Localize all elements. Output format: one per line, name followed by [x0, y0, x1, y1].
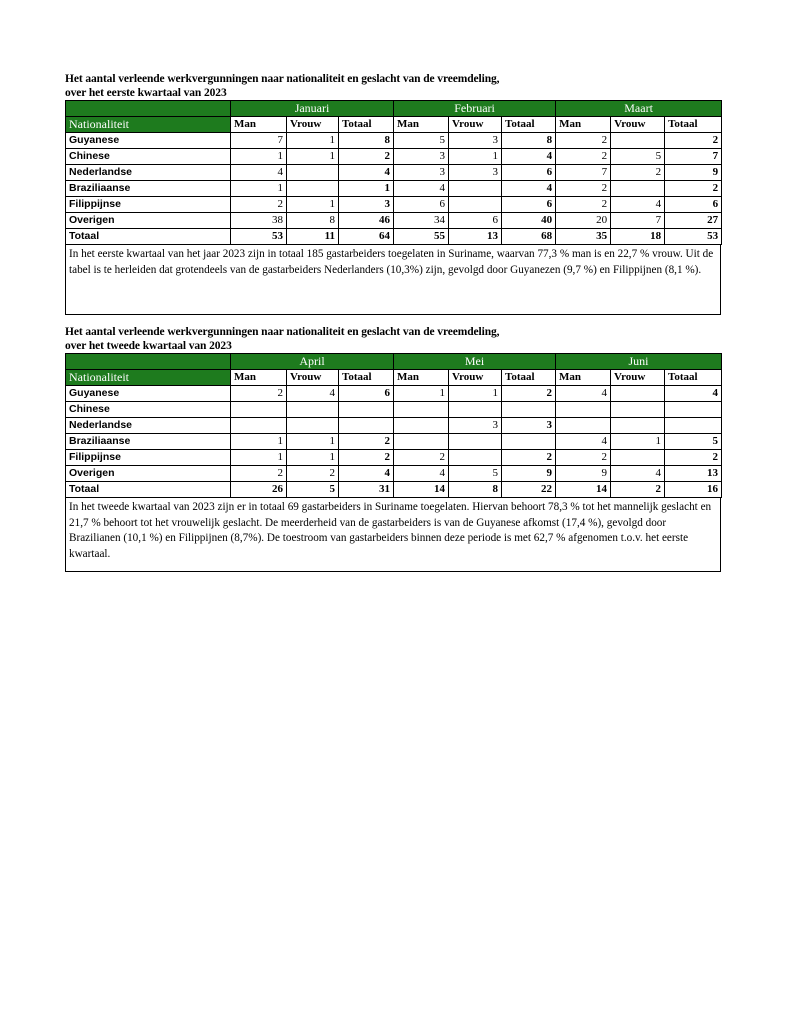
table-cell: 3 [394, 149, 449, 165]
table-row [66, 450, 722, 466]
table-cell: 4 [665, 386, 722, 402]
table-cell: 2 [394, 450, 449, 466]
table-cell: 6 [339, 386, 394, 402]
row-label: Braziliaanse [66, 434, 231, 450]
table-cell: 3 [449, 165, 502, 181]
table-cell [556, 418, 611, 434]
table-cell: 3 [339, 197, 394, 213]
column-header-vrouw: Vrouw [449, 117, 502, 133]
table-cell: 2 [556, 149, 611, 165]
table-cell: 7 [556, 165, 611, 181]
table-cell: 27 [665, 213, 722, 229]
table-row [66, 133, 722, 149]
table-cell: 7 [665, 149, 722, 165]
table-cell: 22 [502, 482, 556, 498]
table-cell: 2 [665, 181, 722, 197]
table-cell: 16 [665, 482, 722, 498]
table-cell [287, 181, 339, 197]
table-cell [287, 418, 339, 434]
table-cell: 4 [556, 386, 611, 402]
table-cell: 5 [449, 466, 502, 482]
table-cell: 8 [449, 482, 502, 498]
row-label: Chinese [66, 402, 231, 418]
table-q1 [65, 100, 722, 245]
month-header: Mei [394, 354, 556, 370]
table-cell: 1 [231, 434, 287, 450]
table-cell: 14 [394, 482, 449, 498]
header-blank [66, 354, 231, 370]
column-header-totaal: Totaal [339, 117, 394, 133]
table-cell: 1 [449, 386, 502, 402]
table-cell: 7 [611, 213, 665, 229]
column-header-totaal: Totaal [665, 117, 722, 133]
table-cell: 6 [394, 197, 449, 213]
column-header-totaal: Totaal [665, 370, 722, 386]
table-row [66, 181, 722, 197]
table-row [66, 386, 722, 402]
table-cell: 2 [231, 466, 287, 482]
table-cell: 4 [394, 466, 449, 482]
table-cell [394, 434, 449, 450]
table-row [66, 197, 722, 213]
table-row [66, 165, 722, 181]
table-cell: 3 [449, 418, 502, 434]
table-cell: 3 [502, 418, 556, 434]
table-cell [611, 133, 665, 149]
table-cell: 1 [287, 133, 339, 149]
month-header: Maart [556, 101, 722, 117]
table-cell: 4 [339, 165, 394, 181]
column-header-man: Man [556, 370, 611, 386]
table-cell [665, 418, 722, 434]
column-header-nationaliteit: Nationaliteit [66, 370, 231, 386]
table-row [66, 213, 722, 229]
table-cell: 3 [394, 165, 449, 181]
table-cell [611, 450, 665, 466]
table-cell: 18 [611, 229, 665, 245]
table-cell: 8 [339, 133, 394, 149]
table-cell: 13 [665, 466, 722, 482]
table-cell [231, 402, 287, 418]
table-cell: 55 [394, 229, 449, 245]
table-note: In het eerste kwartaal van het jaar 2023 zijn in totaal 185 gastarbeiders toegelaten in Suriname, waarvan 77,3 % man is en 22,7 % vrouw. Uit de tabel is te herleiden dat grotendeels van de gastarbeiders Nederlanders (10,3%) zijn, gevolgd door Guyanezen (9,7 %) en Filippijnen (8,1 %). [65, 245, 721, 315]
table-cell: 2 [502, 450, 556, 466]
month-header: Juni [556, 354, 722, 370]
row-label: Overigen [66, 466, 231, 482]
row-label: Braziliaanse [66, 181, 231, 197]
table-total-row [66, 482, 722, 498]
table-cell: 5 [287, 482, 339, 498]
table-cell: 4 [611, 197, 665, 213]
column-header-man: Man [394, 370, 449, 386]
month-header: Januari [231, 101, 394, 117]
column-header-totaal: Totaal [502, 117, 556, 133]
table-cell [665, 402, 722, 418]
table-cell [231, 418, 287, 434]
table-cell [502, 434, 556, 450]
table-cell: 1 [231, 450, 287, 466]
table-cell [394, 418, 449, 434]
table-row [66, 418, 722, 434]
table-cell: 2 [339, 434, 394, 450]
table-cell: 2 [556, 133, 611, 149]
table-cell: 4 [287, 386, 339, 402]
table-cell: 2 [339, 450, 394, 466]
table-cell: 40 [502, 213, 556, 229]
table-cell: 2 [665, 450, 722, 466]
table-cell: 2 [339, 149, 394, 165]
table-cell [339, 418, 394, 434]
table-cell: 1 [339, 181, 394, 197]
table-cell: 7 [231, 133, 287, 149]
table-cell [611, 181, 665, 197]
header-blank [66, 101, 231, 117]
row-label: Chinese [66, 149, 231, 165]
month-header: Februari [394, 101, 556, 117]
column-header-nationaliteit: Nationaliteit [66, 117, 231, 133]
table-row [66, 402, 722, 418]
table-cell: 6 [502, 197, 556, 213]
section-q2 [65, 326, 721, 572]
table-title-line2: over het tweede kwartaal van 2023 [65, 339, 232, 352]
table-title-line2: over het eerste kwartaal van 2023 [65, 86, 227, 99]
table-cell: 4 [502, 149, 556, 165]
table-cell: 9 [665, 165, 722, 181]
row-label: Filippijnse [66, 450, 231, 466]
table-cell: 5 [611, 149, 665, 165]
table-cell: 1 [231, 181, 287, 197]
column-header-vrouw: Vrouw [287, 370, 339, 386]
table-cell: 1 [394, 386, 449, 402]
table-cell: 2 [231, 197, 287, 213]
column-header-vrouw: Vrouw [287, 117, 339, 133]
table-cell: 8 [287, 213, 339, 229]
table-cell: 9 [556, 466, 611, 482]
row-label: Overigen [66, 213, 231, 229]
row-label: Totaal [66, 229, 231, 245]
table-cell [287, 402, 339, 418]
table-cell: 2 [611, 482, 665, 498]
table-cell: 1 [611, 434, 665, 450]
table-body [66, 133, 722, 245]
table-cell: 1 [287, 450, 339, 466]
month-header: April [231, 354, 394, 370]
table-cell: 9 [502, 466, 556, 482]
column-header-vrouw: Vrouw [611, 117, 665, 133]
table-cell: 2 [665, 133, 722, 149]
column-header-totaal: Totaal [502, 370, 556, 386]
table-cell [556, 402, 611, 418]
table-cell: 5 [394, 133, 449, 149]
table-cell [449, 434, 502, 450]
table-cell [394, 402, 449, 418]
table-cell: 68 [502, 229, 556, 245]
column-header-vrouw: Vrouw [611, 370, 665, 386]
table-title-line1: Het aantal verleende werkvergunningen naar nationaliteit en geslacht van de vreemdeling, [65, 326, 500, 338]
table-cell: 46 [339, 213, 394, 229]
column-header-man: Man [231, 370, 287, 386]
table-cell [611, 402, 665, 418]
table-cell: 2 [231, 386, 287, 402]
table-cell: 64 [339, 229, 394, 245]
table-cell: 53 [665, 229, 722, 245]
table-cell: 1 [287, 434, 339, 450]
row-label: Nederlandse [66, 418, 231, 434]
table-cell [449, 197, 502, 213]
table-row [66, 434, 722, 450]
table-cell: 8 [502, 133, 556, 149]
table-row [66, 149, 722, 165]
table-body [66, 386, 722, 498]
table-cell [611, 386, 665, 402]
table-cell: 4 [394, 181, 449, 197]
table-cell: 11 [287, 229, 339, 245]
table-cell: 2 [287, 466, 339, 482]
table-cell [449, 181, 502, 197]
table-cell: 6 [665, 197, 722, 213]
table-cell: 6 [502, 165, 556, 181]
row-label: Filippijnse [66, 197, 231, 213]
table-cell [287, 165, 339, 181]
table-row [66, 466, 722, 482]
table-cell [449, 402, 502, 418]
table-cell: 34 [394, 213, 449, 229]
column-header-man: Man [556, 117, 611, 133]
column-header-man: Man [231, 117, 287, 133]
row-label: Nederlandse [66, 165, 231, 181]
table-title-line1: Het aantal verleende werkvergunningen naar nationaliteit en geslacht van de vreemdeling, [65, 73, 500, 85]
row-label: Totaal [66, 482, 231, 498]
table-cell: 20 [556, 213, 611, 229]
table-cell: 2 [556, 450, 611, 466]
table-cell: 53 [231, 229, 287, 245]
table-cell [449, 450, 502, 466]
table-cell: 6 [449, 213, 502, 229]
table-cell: 38 [231, 213, 287, 229]
table-cell: 2 [611, 165, 665, 181]
row-label: Guyanese [66, 133, 231, 149]
table-cell: 31 [339, 482, 394, 498]
table-cell: 2 [502, 386, 556, 402]
table-cell: 4 [611, 466, 665, 482]
table-cell: 2 [556, 181, 611, 197]
table-total-row [66, 229, 722, 245]
column-header-vrouw: Vrouw [449, 370, 502, 386]
table-cell: 35 [556, 229, 611, 245]
table-cell: 14 [556, 482, 611, 498]
table-cell: 1 [287, 197, 339, 213]
table-cell [611, 418, 665, 434]
table-q2 [65, 353, 722, 498]
column-header-man: Man [394, 117, 449, 133]
table-cell: 4 [502, 181, 556, 197]
table-cell: 1 [287, 149, 339, 165]
table-cell: 4 [231, 165, 287, 181]
section-q1 [65, 73, 721, 315]
table-cell: 26 [231, 482, 287, 498]
row-label: Guyanese [66, 386, 231, 402]
table-cell: 3 [449, 133, 502, 149]
table-cell: 1 [449, 149, 502, 165]
table-note: In het tweede kwartaal van 2023 zijn er in totaal 69 gastarbeiders in Suriname toegelaten. Hiervan behoort 78,3 % tot het mannelijk geslacht en 21,7 % behoort tot het vrouwelijk geslacht. De meerderheid van de gastarbeiders is van de Guyanese afkomst (17,4 %), gevolgd door Brazilianen (10,1 %) en Filippijnen (8,7%). De toestroom van gastarbeiders binnen deze periode is met 62,7 % afgenomen t.o.v. het eerste kwartaal. [65, 498, 721, 572]
table-cell: 5 [665, 434, 722, 450]
table-cell: 13 [449, 229, 502, 245]
column-header-totaal: Totaal [339, 370, 394, 386]
table-cell: 2 [556, 197, 611, 213]
table-cell: 4 [339, 466, 394, 482]
table-cell [502, 402, 556, 418]
table-cell: 4 [556, 434, 611, 450]
table-cell: 1 [231, 149, 287, 165]
table-cell [339, 402, 394, 418]
